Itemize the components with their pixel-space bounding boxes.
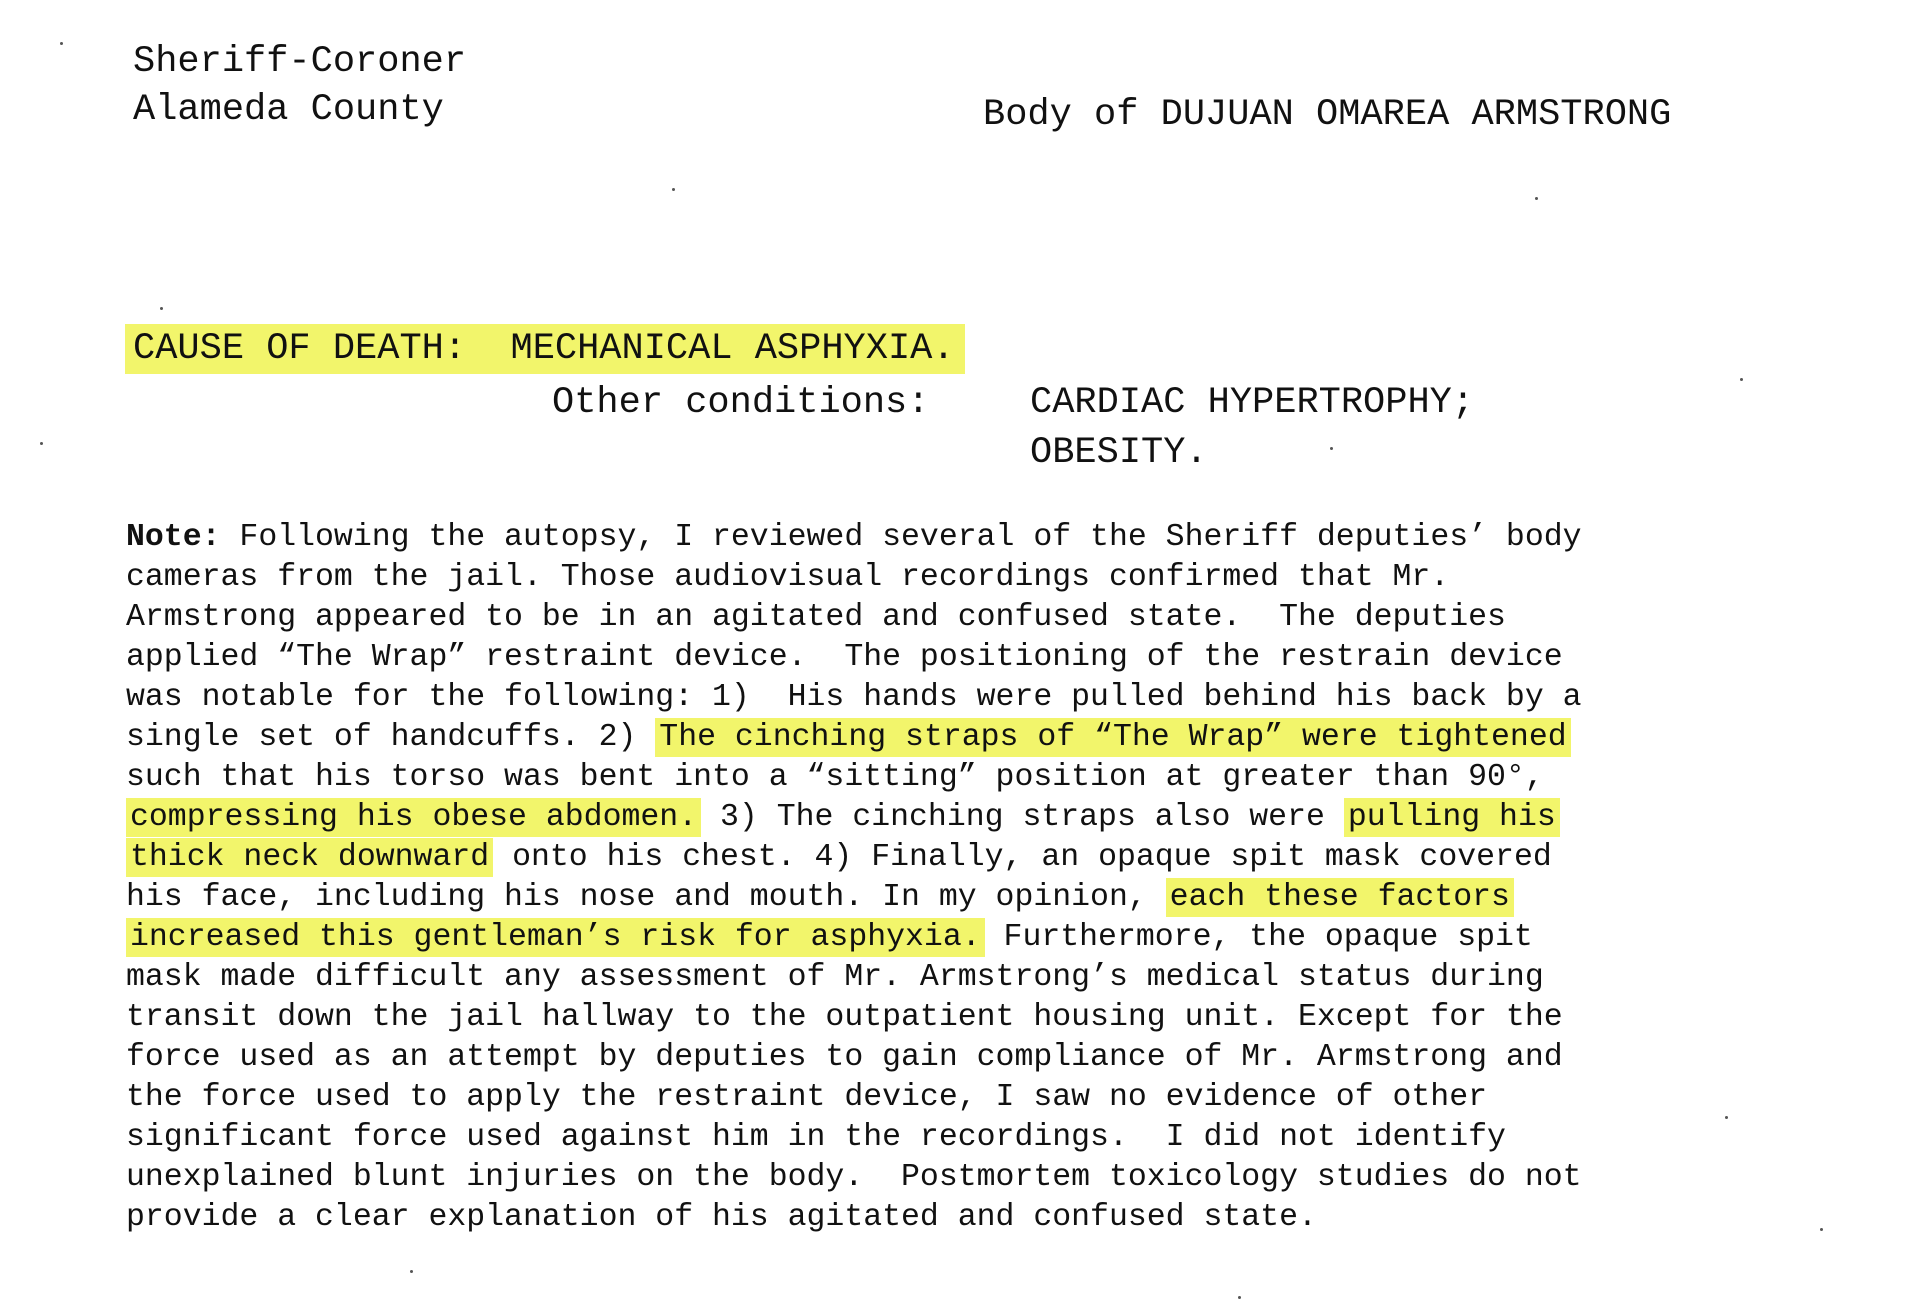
note-line: was notable for the following: 1) His hands were pulled behind his back by a bbox=[126, 680, 1582, 715]
note-line: 3) The cinching straps also were bbox=[701, 800, 1344, 835]
note-line: Armstrong appeared to be in an agitated and confused state. The deputies bbox=[126, 600, 1506, 635]
highlight-pulling-neck: pulling his bbox=[1344, 798, 1560, 837]
highlight-wrap-tightened: The cinching straps of “The Wrap” were tightened bbox=[655, 718, 1570, 757]
scan-speck bbox=[160, 307, 163, 310]
other-condition-2: OBESITY. bbox=[1030, 432, 1208, 474]
note-label: Note: bbox=[126, 520, 221, 555]
note-line: such that his torso was bent into a “sitting” position at greater than 90°, bbox=[126, 760, 1544, 795]
note-line: provide a clear explanation of his agitated and confused state. bbox=[126, 1200, 1317, 1235]
agency-header bbox=[133, 38, 466, 134]
scan-speck bbox=[410, 1270, 413, 1273]
note-line: onto his chest. 4) Finally, an opaque spit mask covered bbox=[493, 840, 1552, 875]
note-line: force used as an attempt by deputies to gain compliance of Mr. Armstrong and bbox=[126, 1040, 1563, 1075]
scan-speck bbox=[1725, 1116, 1728, 1119]
cause-of-death-value: MECHANICAL ASPHYXIA. bbox=[510, 328, 955, 370]
note-line: unexplained blunt injuries on the body. Postmortem toxicology studies do not bbox=[126, 1160, 1582, 1195]
note-line: cameras from the jail. Those audiovisual recordings confirmed that Mr. bbox=[126, 560, 1450, 595]
other-conditions-values bbox=[1030, 378, 1474, 478]
scan-speck bbox=[1238, 1296, 1241, 1299]
decedent-name: Body of DUJUAN OMAREA ARMSTRONG bbox=[983, 94, 1672, 136]
note-line: Furthermore, the opaque spit bbox=[984, 920, 1533, 955]
cause-of-death-highlight bbox=[125, 324, 965, 374]
note-line: Following the autopsy, I reviewed several of the Sheriff deputies’ body bbox=[220, 520, 1582, 555]
scan-speck bbox=[1820, 1228, 1823, 1231]
cause-of-death bbox=[125, 325, 965, 373]
other-conditions-label: Other conditions: bbox=[552, 382, 930, 424]
scan-speck bbox=[1535, 197, 1538, 200]
scan-speck bbox=[1330, 447, 1333, 450]
other-condition-1: CARDIAC HYPERTROPHY; bbox=[1030, 382, 1475, 424]
highlight-factors: each these factors bbox=[1166, 878, 1514, 917]
highlight-asphyxia-risk: increased this gentleman’s risk for asphyxia. bbox=[126, 918, 985, 957]
note-line: significant force used against him in the recordings. I did not identify bbox=[126, 1120, 1506, 1155]
note-paragraph bbox=[126, 518, 1582, 1238]
scan-speck bbox=[60, 42, 63, 45]
highlight-compressing-abdomen: compressing his obese abdomen. bbox=[126, 798, 701, 837]
highlight-neck-downward: thick neck downward bbox=[126, 838, 493, 877]
scan-speck bbox=[1740, 378, 1743, 381]
note-line: his face, including his nose and mouth. In my opinion, bbox=[126, 880, 1166, 915]
scan-speck bbox=[672, 188, 675, 191]
note-line: mask made difficult any assessment of Mr. Armstrong’s medical status during bbox=[126, 960, 1544, 995]
agency-line-1: Sheriff-Coroner bbox=[133, 41, 467, 83]
note-line: the force used to apply the restraint device, I saw no evidence of other bbox=[126, 1080, 1488, 1115]
agency-line-2: Alameda County bbox=[133, 89, 444, 131]
note-line: transit down the jail hallway to the outpatient housing unit. Except for the bbox=[126, 1000, 1563, 1035]
cause-of-death-label: CAUSE OF DEATH: bbox=[133, 328, 467, 370]
note-line: single set of handcuffs. 2) bbox=[126, 720, 656, 755]
note-line: applied “The Wrap” restraint device. The positioning of the restrain device bbox=[126, 640, 1563, 675]
scan-speck bbox=[40, 442, 43, 445]
